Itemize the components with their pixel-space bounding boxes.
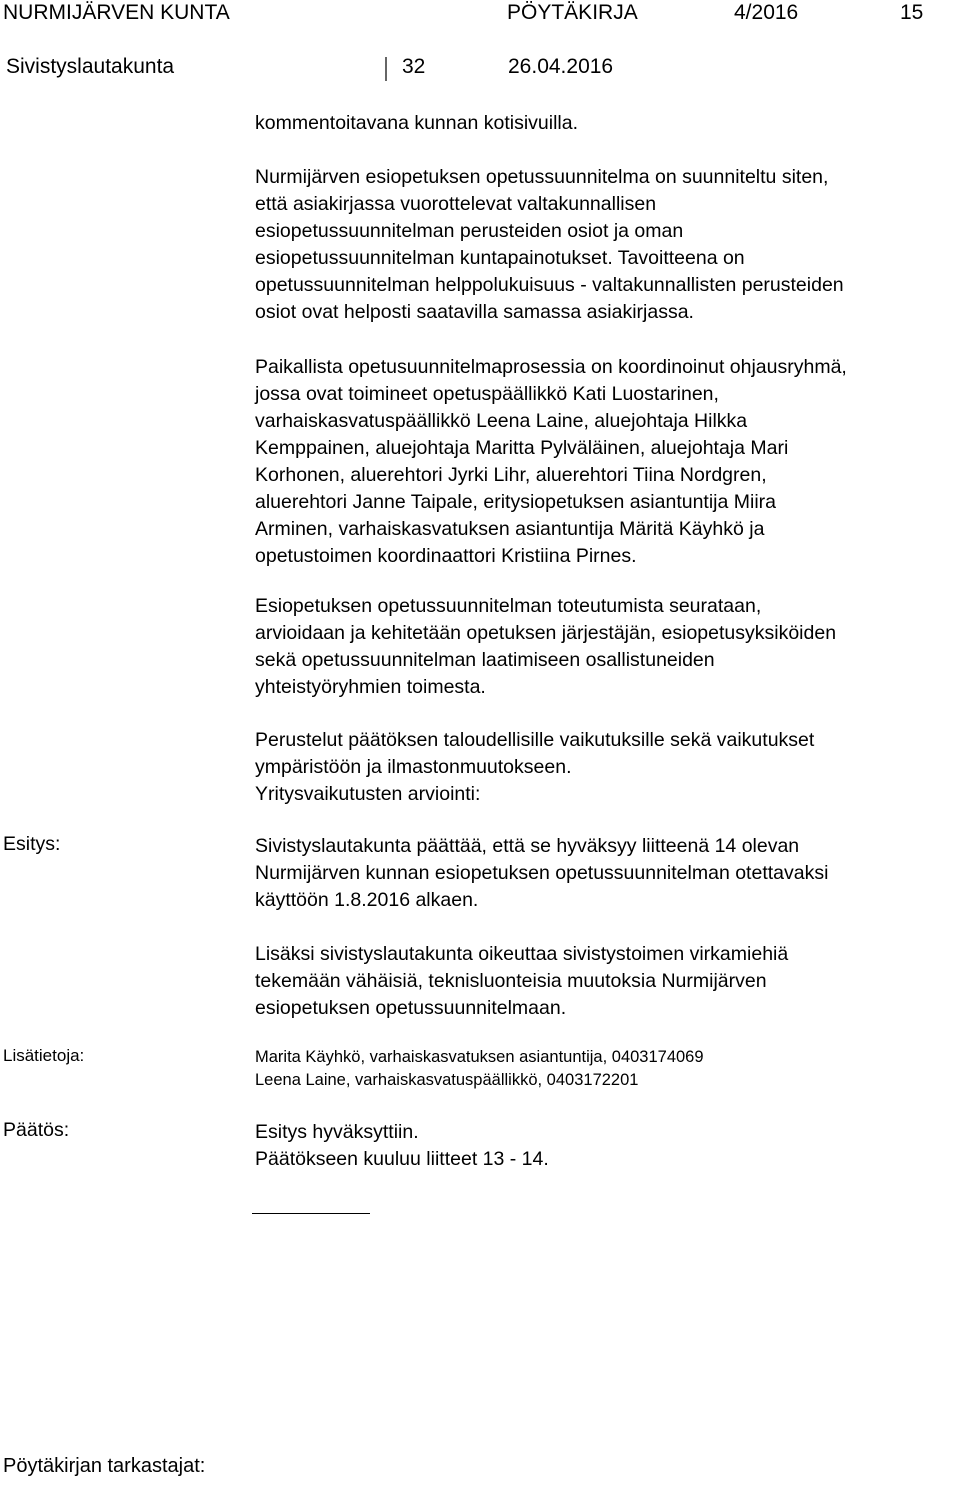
text-line: Lisäksi sivistyslautakunta oikeuttaa sivistystoimen virkamiehiä [255,943,789,965]
text-line: Esiopetuksen opetussuunnitelman toteutumista seurataan, [255,595,762,617]
decision-label: Päätös: [3,1119,70,1141]
text-line: opetussuunnitelman helppolukuisuus - valtakunnallisten perusteiden [255,274,844,296]
text-line: Päätökseen kuuluu liitteet 13 - 14. [255,1148,549,1170]
section-number: 32 [402,55,426,78]
proposal-label: Esitys: [3,833,61,855]
decision-text [255,1119,549,1173]
section-mark-icon [385,55,397,83]
text-line: Paikallista opetusuunnitelmaprosessia on koordinoinut ohjausryhmä, [255,356,847,378]
text-line: varhaiskasvatuspäällikkö Leena Laine, aluejohtaja Hilkka [255,410,748,432]
document-number: 4/2016 [734,1,799,24]
text-line: aluerehtori Janne Taipale, eritysiopetuksen asiantuntija Miira [255,491,777,513]
paragraph-monitoring [255,593,836,701]
text-line: että asiakirjassa vuorottelevat valtakunnallisen [255,193,657,215]
municipality-name: NURMIJÄRVEN KUNTA [3,1,230,24]
section-sign-icon [367,55,379,56]
end-rule [252,1213,370,1214]
paragraph-impacts [255,727,814,808]
paragraph-structure [255,164,844,326]
meeting-date: 26.04.2016 [508,55,614,78]
text-line: Yritysvaikutusten arviointi: [255,783,481,805]
paragraph-steering-group [255,354,847,570]
contact-line: Marita Käyhkö, varhaiskasvatuksen asiantuntija, 0403174069 [255,1048,704,1066]
text-line: kommentoitavana kunnan kotisivuilla. [255,112,579,134]
proposal-text [255,833,828,914]
board-name: Sivistyslautakunta [6,55,175,78]
text-line: käyttöön 1.8.2016 alkaen. [255,889,479,911]
page-number: 15 [900,1,924,24]
text-line: Sivistyslautakunta päättää, että se hyväksyy liitteenä 14 olevan [255,835,800,857]
text-line: Korhonen, aluerehtori Jyrki Lihr, aluerehtori Tiina Nordgren, [255,464,767,486]
contact-line: Leena Laine, varhaiskasvatuspäällikkö, 0403172201 [255,1071,639,1089]
text-line: Esitys hyväksyttiin. [255,1121,419,1143]
contact-list [255,1046,704,1092]
text-line: tekemään vähäisiä, teknisluonteisia muutoksia Nurmijärven [255,970,767,992]
paragraph-intro [255,110,578,137]
text-line: Perustelut päätöksen taloudellisille vaikutuksille sekä vaikutukset [255,729,815,751]
reviewers-label: Pöytäkirjan tarkastajat: [3,1455,206,1477]
text-line: ympäristöön ja ilmastonmuutokseen. [255,756,572,778]
info-label: Lisätietoja: [3,1046,85,1065]
text-line: esiopetuksen opetussuunnitelmaan. [255,997,567,1019]
text-line: yhteistyöryhmien toimesta. [255,676,486,698]
text-line: Arminen, varhaiskasvatuksen asiantuntija Märitä Käyhkö ja [255,518,765,540]
text-line: esiopetussuunnitelman perusteiden osiot ja oman [255,220,684,242]
text-line: opetustoimen koordinaattori Kristiina Pirnes. [255,545,637,567]
text-line: Nurmijärven kunnan esiopetuksen opetussuunnitelman otettavaksi [255,862,829,884]
text-line: Kemppainen, aluejohtaja Maritta Pylväläinen, aluejohtaja Mari [255,437,789,459]
text-line: jossa ovat toimineet opetuspäällikkö Kati Luostarinen, [255,383,719,405]
document-type: PÖYTÄKIRJA [507,1,638,24]
text-line: Nurmijärven esiopetuksen opetussuunnitelma on suunniteltu siten, [255,166,829,188]
text-line: sekä opetussuunnitelman laatimiseen osallistuneiden [255,649,715,671]
proposal-authorization [255,941,788,1022]
text-line: osiot ovat helposti saatavilla samassa asiakirjassa. [255,301,694,323]
text-line: arvioidaan ja kehitetään opetuksen järjestäjän, esiopetusyksiköiden [255,622,837,644]
text-line: esiopetussuunnitelman kuntapainotukset. Tavoitteena on [255,247,745,269]
